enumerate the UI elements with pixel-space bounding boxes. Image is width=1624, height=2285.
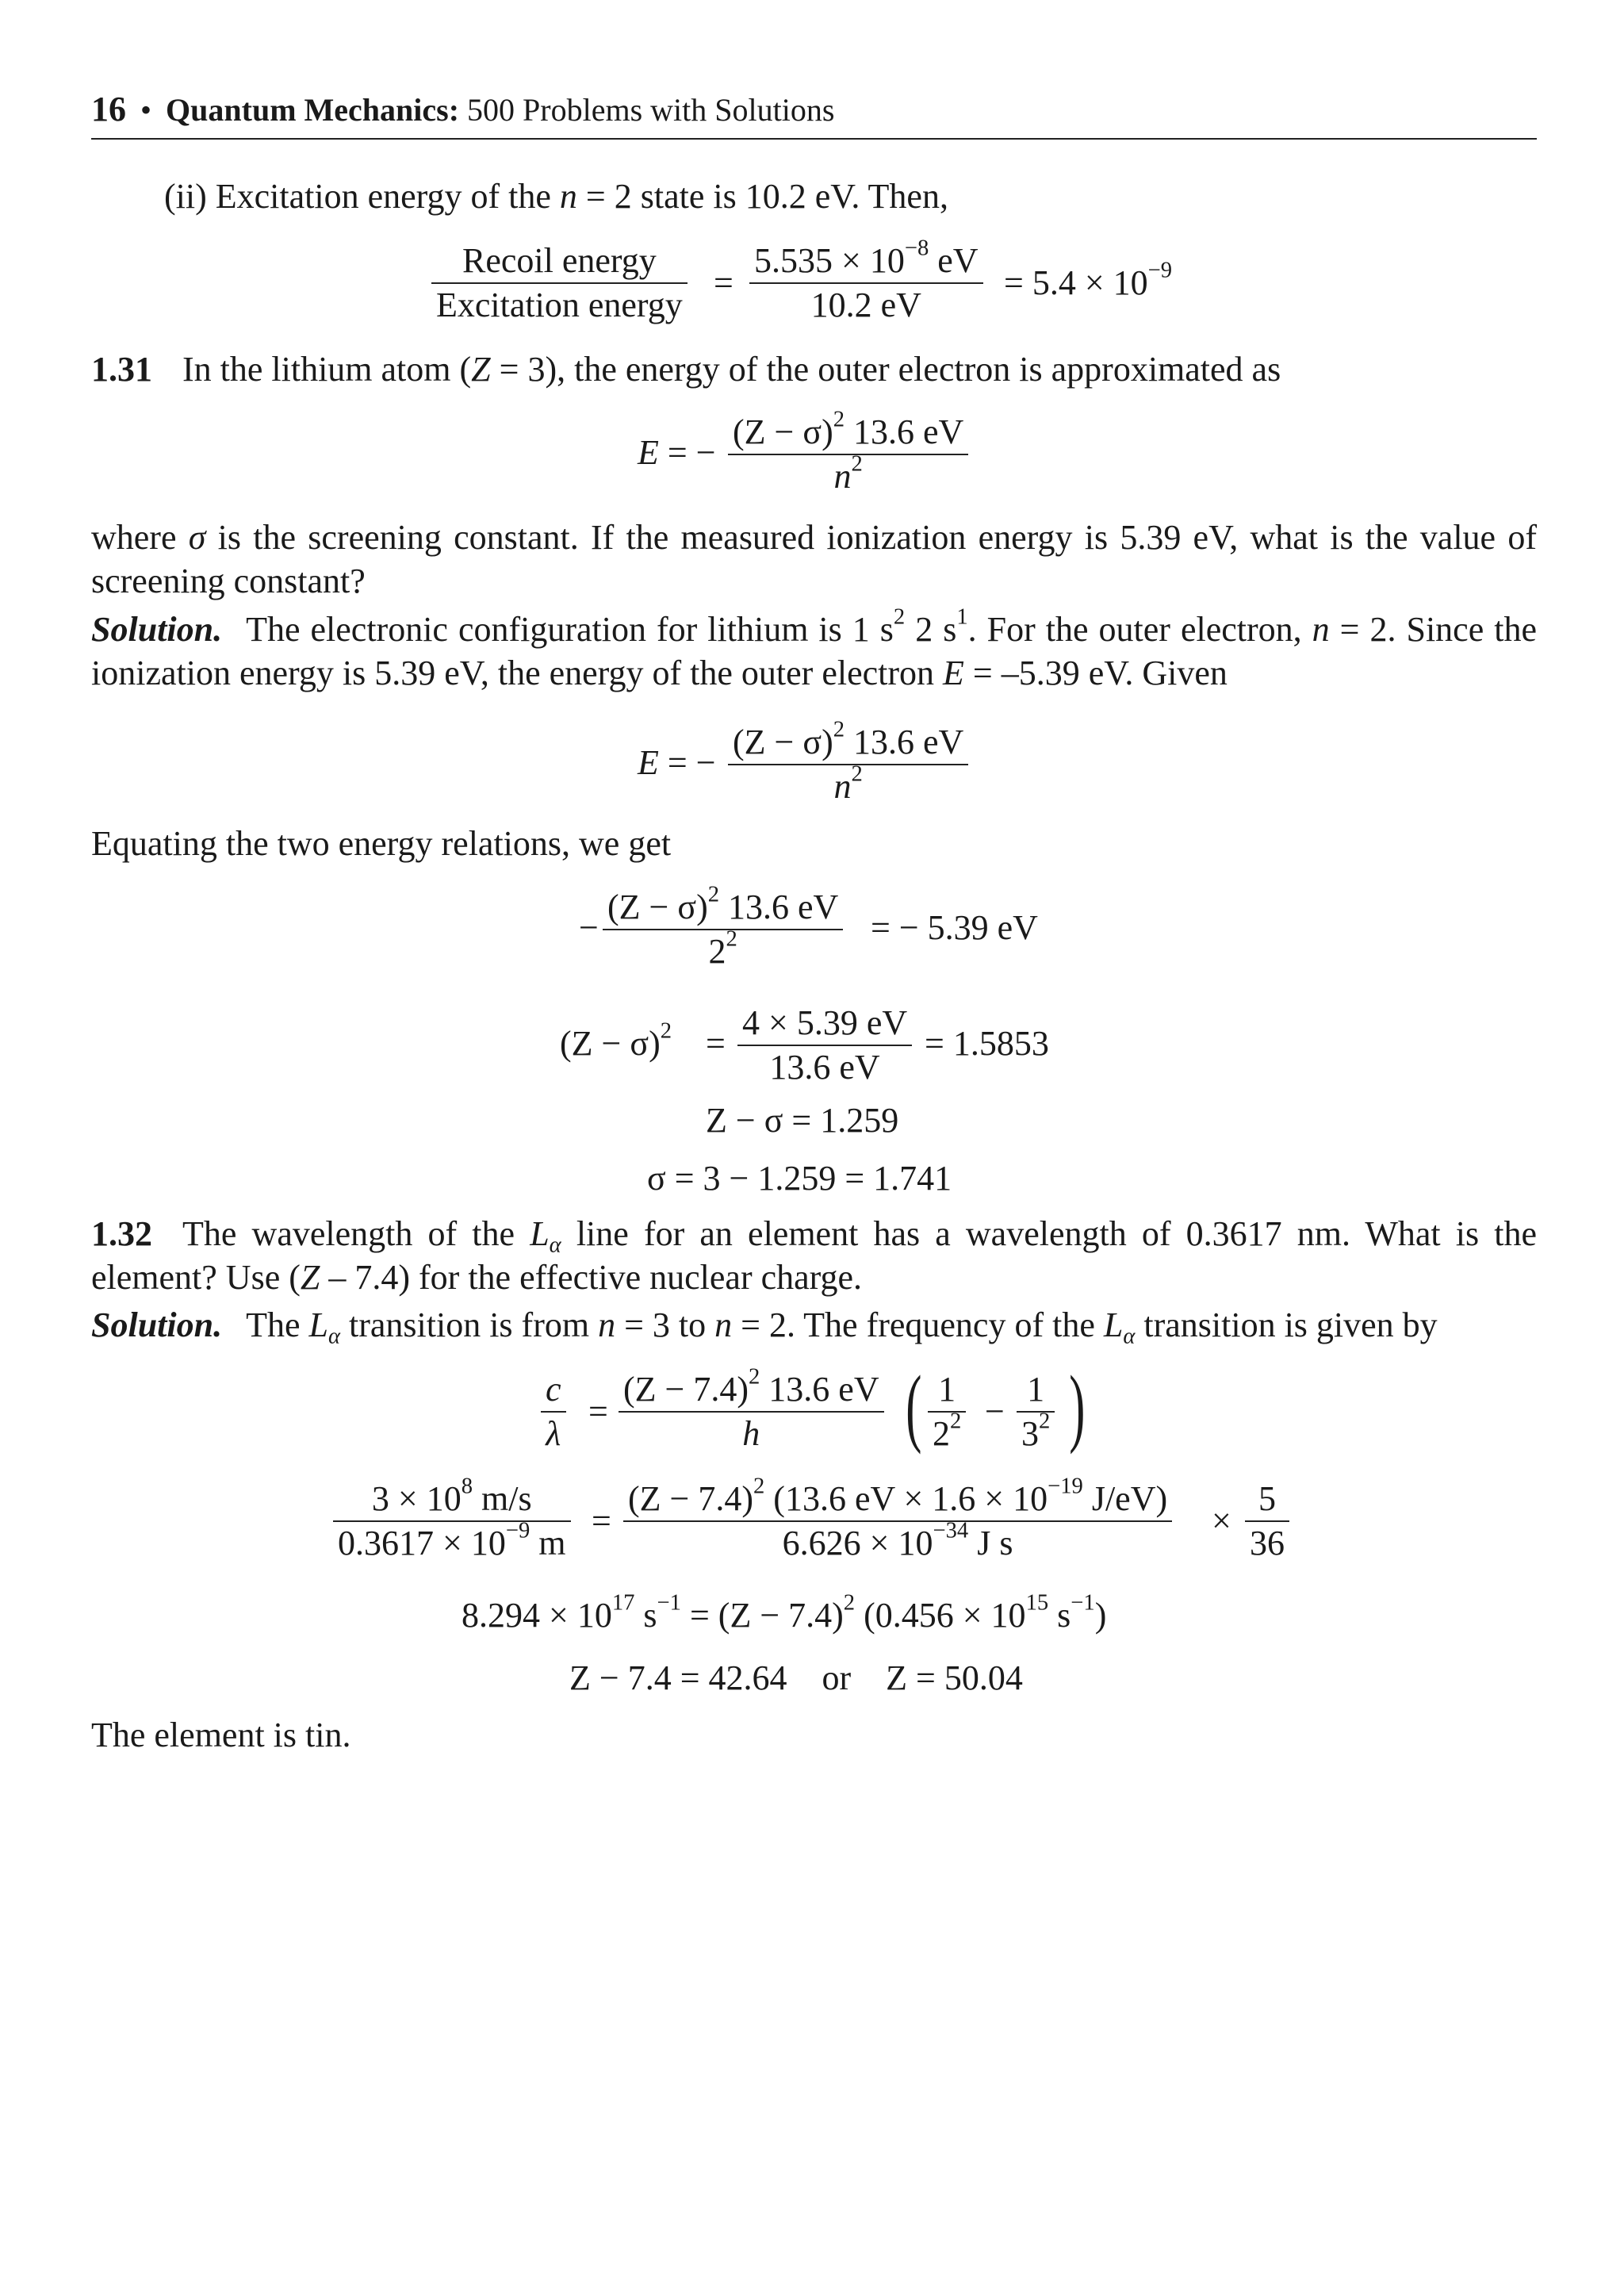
text-b: line for an element has a wavelength of 0.3617 nm. What is the element? Use (: [91, 1214, 1538, 1297]
den-exp: −34: [933, 1518, 969, 1543]
den-3: 3: [1021, 1414, 1039, 1453]
equated-fraction-den: [603, 926, 843, 973]
num-a: 3 × 10: [371, 1479, 462, 1518]
c-over-lambda-den: [541, 1413, 566, 1455]
alpha-sub: α: [549, 1233, 561, 1258]
var-e: E: [638, 433, 659, 472]
den-b: m: [530, 1524, 566, 1562]
var-l: L: [308, 1305, 328, 1344]
c-over-lambda-num: [541, 1368, 566, 1411]
solution-1-32: [91, 1305, 1438, 1349]
var-n2: n: [714, 1305, 733, 1344]
sigma-squared-lhs: [560, 1018, 672, 1064]
sol-e: transition is given by: [1135, 1305, 1438, 1344]
den-exp: −9: [505, 1518, 530, 1543]
energy-over-planck: [623, 1474, 1172, 1565]
num-exp: 2: [753, 1474, 765, 1499]
num-5: 5: [1258, 1479, 1276, 1518]
sigma-squared-rhs: = 1.5853: [925, 1024, 1049, 1063]
sol-a: The: [246, 1305, 309, 1344]
num-c: J/eV): [1082, 1479, 1168, 1518]
part-ii-text-b: = 2 state is 10.2 eV. Then,: [576, 177, 948, 216]
var-l: L: [530, 1214, 550, 1253]
equals-sign: =: [706, 1024, 726, 1063]
e3-exp3: 2: [843, 1590, 856, 1616]
e4-a: Z − 7.4 = 42.64: [569, 1658, 787, 1697]
text-c: – 7.4) for the effective nuclear charge.: [320, 1258, 863, 1297]
var-lambda: λ: [546, 1414, 561, 1453]
num-b: 13.6 eV: [845, 412, 964, 451]
problem-number: 1.31: [91, 350, 152, 389]
equated-fraction-num: [603, 882, 843, 929]
sigma-result-eq: σ = 3 − 1.259 = 1.741: [647, 1159, 952, 1198]
value-fraction-den: 10.2 eV: [810, 286, 921, 324]
text-a: The wavelength of the: [182, 1214, 530, 1253]
solution-label: Solution.: [91, 610, 223, 649]
equated-rhs: = − 5.39 eV: [871, 908, 1038, 947]
text-a: In the lithium atom (: [182, 350, 472, 389]
part-ii-text-a: (ii) Excitation energy of the: [164, 177, 560, 216]
num-exp: 2: [833, 407, 845, 432]
ratio-result: [1004, 258, 1173, 303]
energy-fraction-2-den: [728, 761, 968, 808]
sigma-fraction: [737, 1002, 912, 1089]
lhs-exp: 2: [660, 1018, 672, 1044]
value-fraction-num: [749, 236, 983, 282]
num-a: 5.535 × 10: [754, 241, 905, 280]
num-a: (Z − σ): [607, 888, 708, 926]
var-z: Z: [300, 1258, 320, 1297]
recoil-fraction-den: Excitation energy: [436, 286, 683, 324]
den-n: n: [833, 457, 852, 496]
den-exp: 2: [726, 926, 737, 952]
part-ii-n: n: [559, 177, 577, 216]
var-n1: n: [598, 1305, 616, 1344]
var-c: c: [546, 1370, 561, 1409]
value-fraction: [749, 236, 983, 327]
e3-a: 8.294 × 10: [462, 1596, 612, 1635]
equals-sign: =: [592, 1501, 611, 1540]
den-3sq: [1017, 1409, 1055, 1455]
den-exp: 2: [950, 1409, 962, 1434]
var-h: h: [742, 1414, 760, 1453]
sol-b: transition is from: [340, 1305, 599, 1344]
num-a: (Z − σ): [733, 723, 833, 761]
frequency-fraction-den: [619, 1413, 884, 1455]
num-a: (Z − 7.4): [628, 1479, 753, 1518]
energy-fraction-2: [728, 717, 968, 808]
energy-fraction-den: [728, 451, 968, 498]
e3-exp1: 17: [611, 1590, 635, 1616]
energy-equation-lhs: [638, 432, 716, 473]
energy-num: [623, 1474, 1172, 1520]
num-exp: −8: [904, 236, 929, 261]
sigma-fraction-num: 4 × 5.39 eV: [742, 1003, 908, 1042]
book-title-rest: 500 Problems with Solutions: [467, 92, 835, 128]
recoil-fraction: [431, 240, 688, 327]
num-b: m/s: [473, 1479, 532, 1518]
sol-e: = –5.39 eV. Given: [963, 654, 1228, 692]
energy-fraction: [728, 407, 968, 498]
den-n: n: [833, 767, 852, 806]
num-exp: 2: [833, 717, 845, 742]
num-b: 13.6 eV: [760, 1370, 879, 1409]
where-b: is the screening constant. If the measured ionization energy is 5.39 eV, what is the value of screening constant?: [91, 518, 1537, 600]
sol-n: n: [1312, 610, 1330, 649]
sol-b: 2 s: [905, 610, 957, 649]
one-over-two-squared: [928, 1368, 966, 1455]
den-exp: 2: [1039, 1409, 1051, 1434]
five-over-thirtysix: [1245, 1478, 1289, 1565]
sigma-fraction-den: 13.6 eV: [769, 1048, 880, 1087]
num-1: 1: [938, 1370, 956, 1409]
result-exp: −9: [1147, 258, 1173, 283]
num-exp2: −19: [1048, 1474, 1083, 1499]
sol-exp2: 1: [956, 604, 968, 630]
frequency-fraction: [619, 1364, 884, 1455]
e3-exp5: −1: [1071, 1590, 1095, 1616]
alpha-sub: α: [1123, 1324, 1136, 1349]
equating-line: Equating the two energy relations, we get: [91, 824, 672, 863]
problem-1-32-statement: [91, 1212, 1537, 1299]
num-exp: 8: [461, 1474, 473, 1499]
e4-or: or: [822, 1658, 852, 1697]
where-paragraph: [91, 516, 1537, 603]
z-minus-sigma-eq: Z − σ = 1.259: [706, 1101, 899, 1140]
where-a: where: [91, 518, 189, 557]
num-a: (Z − 7.4): [623, 1370, 749, 1409]
header-bullet: •: [140, 92, 152, 128]
den-2: 2: [933, 1414, 950, 1453]
recoil-fraction-num: Recoil energy: [462, 241, 657, 280]
equated-fraction: [603, 882, 843, 973]
var-e: E: [638, 743, 659, 782]
one-over-three-squared: [1017, 1368, 1055, 1455]
num-exp: 2: [749, 1364, 760, 1390]
speed-over-wavelength: [333, 1474, 571, 1565]
energy-equation-2-lhs: [638, 742, 716, 783]
den-2sq: [928, 1409, 966, 1455]
planck-den: [623, 1518, 1172, 1565]
z-result-line: [569, 1658, 1023, 1698]
sol-d: = 2. Since the ionization energy is 5.39 eV, the energy of the outer electron: [91, 610, 1537, 692]
sol-a: The electronic configuration for lithium is 1 s: [246, 610, 894, 649]
sol-d: = 2. The frequency of the: [732, 1305, 1104, 1344]
num-exp: 2: [707, 882, 720, 907]
den-2: 2: [708, 932, 726, 971]
lhs-a: (Z − σ): [560, 1024, 661, 1063]
speed-num: [333, 1474, 571, 1520]
e3-exp4: 15: [1025, 1590, 1049, 1616]
num-a: (Z − σ): [733, 412, 833, 451]
e3-d: (0.456 × 10: [855, 1596, 1026, 1635]
equals-sign: =: [588, 1392, 608, 1431]
wavelength-den: [333, 1518, 571, 1565]
e3-f: ): [1094, 1596, 1107, 1635]
e3-e: s: [1048, 1596, 1071, 1635]
page-number: 16: [91, 90, 126, 128]
sigma: σ: [188, 518, 206, 557]
num-1: 1: [1027, 1370, 1045, 1409]
times-sign: ×: [1212, 1501, 1231, 1540]
den-b: J s: [968, 1524, 1013, 1562]
running-header: [91, 89, 834, 129]
right-paren: ): [1069, 1358, 1086, 1455]
solution-label: Solution.: [91, 1305, 223, 1344]
var-z: Z: [471, 350, 491, 389]
left-paren: (: [906, 1358, 922, 1455]
header-rule: [91, 138, 1537, 140]
eq-sign: = −: [658, 743, 716, 782]
den-a: 6.626 × 10: [782, 1524, 933, 1562]
e3-c: = (Z − 7.4): [680, 1596, 844, 1635]
problem-number: 1.32: [91, 1214, 152, 1253]
sol-e-var: E: [943, 654, 964, 692]
alpha-sub: α: [327, 1324, 340, 1349]
num-b: eV: [929, 241, 979, 280]
e3-b: s: [634, 1596, 657, 1635]
var-l: L: [1103, 1305, 1124, 1344]
conclusion: The element is tin.: [91, 1716, 351, 1754]
c-over-lambda: [541, 1368, 566, 1455]
book-title-bold: Quantum Mechanics:: [166, 92, 460, 128]
e3-exp2: −1: [657, 1590, 681, 1616]
energy-fraction-2-num: [728, 717, 968, 764]
text-b: = 3), the energy of the outer electron is approximated as: [490, 350, 1281, 389]
result-a: = 5.4 × 10: [1004, 263, 1148, 302]
part-ii-text: [164, 176, 948, 217]
energy-fraction-num: [728, 407, 968, 454]
frequency-equation: [462, 1590, 1107, 1635]
sol-c: = 3 to: [615, 1305, 715, 1344]
num-b: 13.6 eV: [845, 723, 964, 761]
den-36: 36: [1250, 1524, 1285, 1562]
num-b: 13.6 eV: [719, 888, 839, 926]
sol-exp1: 2: [893, 604, 906, 630]
equals-sign: =: [714, 263, 733, 302]
problem-1-31-statement: [91, 349, 1281, 389]
e4-b: Z = 50.04: [886, 1658, 1023, 1697]
den-exp: 2: [851, 451, 863, 477]
den-a: 0.3617 × 10: [338, 1524, 506, 1562]
sol-c: . For the outer electron,: [967, 610, 1312, 649]
solution-1-31: [91, 604, 1537, 695]
eq-sign: = −: [658, 433, 716, 472]
den-exp: 2: [851, 761, 863, 787]
minus-sign: −: [985, 1392, 1005, 1431]
num-b: (13.6 eV × 1.6 × 10: [764, 1479, 1048, 1518]
frequency-fraction-num: [619, 1364, 884, 1411]
minus-sign: −: [579, 908, 599, 947]
